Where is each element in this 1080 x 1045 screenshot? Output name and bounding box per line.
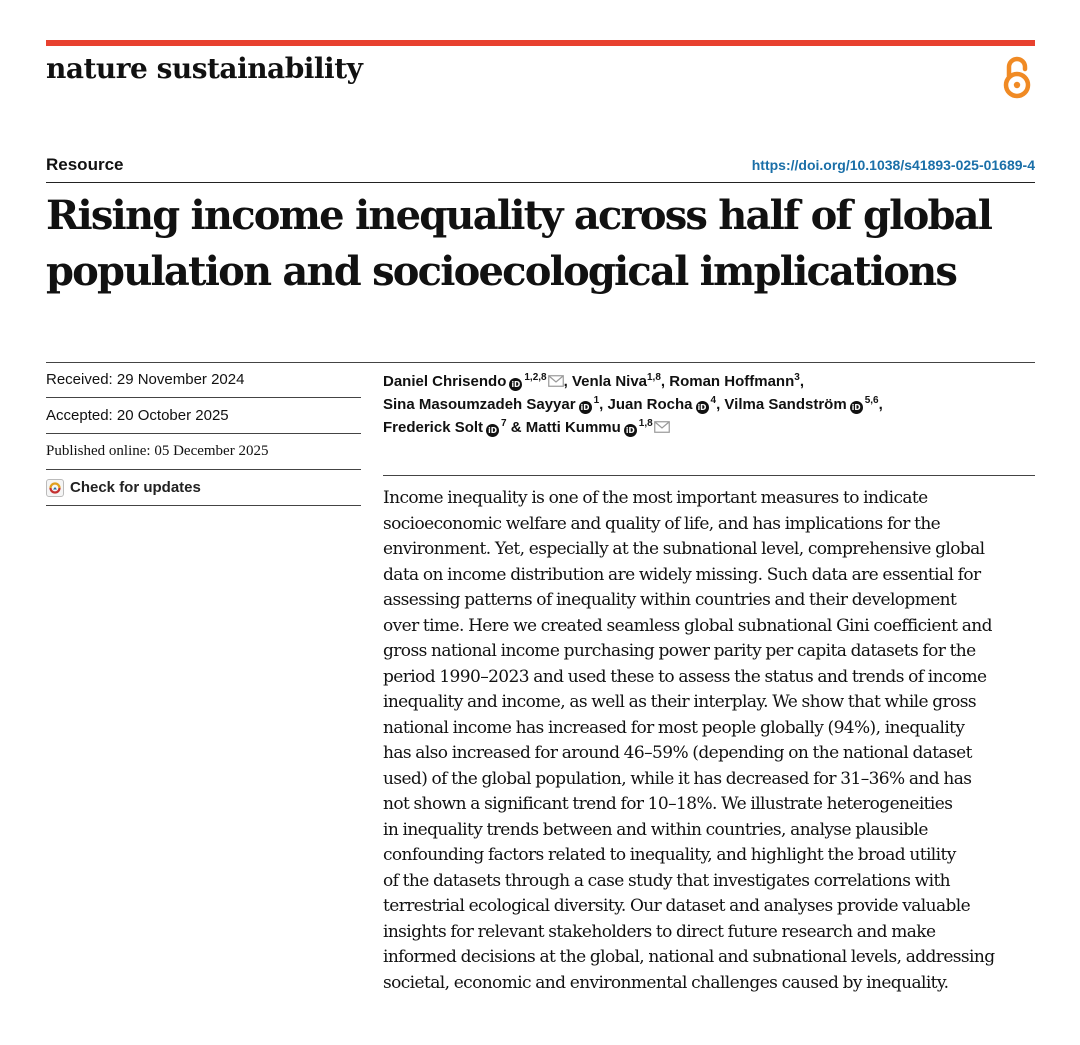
abstract-line: over time. Here we created seamless global subnational Gini coefficient and [383, 615, 992, 636]
abstract [383, 486, 1048, 996]
author-affiliation: 1 [593, 395, 600, 406]
journal-accent-bar [46, 40, 1035, 46]
doi-link[interactable]: https://doi.org/10.1038/s41893-025-01689-4 [751, 157, 1035, 173]
abstract-line: national income has increased for most people globally (94%), inequality [383, 717, 965, 738]
check-updates-label: Check for updates [70, 479, 201, 496]
abstract-line: inequality and income, as well as their interplay. We show that while gross [383, 692, 976, 712]
abstract-line: gross national income purchasing power parity per capita datasets for the [383, 641, 976, 661]
abstract-line: data on income distribution are widely missing. Such data are essential for [383, 564, 981, 585]
orcid-icon[interactable]: iD [579, 401, 592, 414]
title-line: Rising income inequality across half of global [46, 192, 992, 239]
abstract-line: Income inequality is one of the most important measures to indicate [383, 488, 928, 508]
author-item [724, 396, 882, 413]
abstract-line: period 1990–2023 and used these to assess the status and trends of income [383, 666, 987, 687]
author-separator: & [506, 419, 526, 436]
author-affiliation: 1,8 [647, 372, 661, 383]
article-type-label: Resource [46, 155, 124, 174]
open-access-icon [1000, 54, 1034, 100]
abstract-line: insights for relevant stakeholders to direct future research and make [383, 921, 936, 942]
author-separator: , [799, 373, 804, 390]
author-name[interactable]: Matti Kummu [525, 419, 621, 436]
abstract-line: informed decisions at the global, national and subnational levels, addressing [383, 947, 995, 967]
orcid-icon[interactable]: iD [850, 401, 863, 414]
author-item [572, 373, 669, 390]
title-line: population and socioecological implications [46, 248, 957, 295]
author-item [607, 396, 724, 413]
orcid-icon[interactable]: iD [624, 424, 637, 437]
author-separator: , [599, 396, 608, 413]
orcid-icon[interactable]: iD [486, 424, 499, 437]
author-affiliation: 1,2,8 [524, 372, 547, 383]
received-date: Received: 29 November 2024 [46, 362, 361, 398]
abstract-line: confounding factors related to inequality, and highlight the broad utility [383, 845, 956, 865]
orcid-icon[interactable]: iD [509, 378, 522, 391]
check-updates-button[interactable] [46, 470, 361, 506]
abstract-line: in inequality trends between and within countries, analyse plausible [383, 819, 928, 840]
article-dates [46, 362, 361, 506]
abstract-line: terrestrial ecological diversity. Our dataset and analyses provide valuable [383, 896, 971, 916]
email-icon[interactable] [654, 421, 670, 433]
orcid-icon[interactable]: iD [696, 401, 709, 414]
check-updates-icon [46, 479, 64, 497]
article-title [46, 188, 1046, 300]
author-affiliation: 7 [501, 418, 507, 429]
author-item [526, 419, 670, 436]
author-item [669, 373, 804, 390]
email-icon[interactable] [548, 375, 564, 387]
author-separator: , [878, 396, 883, 413]
author-affiliation: 5,6 [864, 395, 879, 406]
author-separator: , [563, 373, 572, 390]
abstract-divider [383, 475, 1035, 476]
published-date: Published online: 05 December 2025 [46, 434, 361, 470]
author-name[interactable]: Daniel Chrisendo [383, 373, 507, 390]
author-name[interactable]: Sina Masoumzadeh Sayyar [383, 396, 576, 413]
abstract-line: societal, economic and environmental challenges caused by inequality. [383, 972, 949, 993]
abstract-line: environment. Yet, especially at the subnational level, comprehensive global [383, 539, 985, 559]
author-name[interactable]: Juan Rocha [607, 396, 693, 413]
accepted-date: Accepted: 20 October 2025 [46, 398, 361, 434]
author-separator: , [660, 373, 670, 390]
author-item [383, 396, 607, 413]
header-divider [46, 182, 1035, 183]
abstract-line: of the datasets through a case study that investigates correlations with [383, 870, 951, 891]
abstract-line: socioeconomic welfare and quality of life, and has implications for the [383, 513, 941, 534]
author-separator: , [716, 396, 725, 413]
author-list [383, 370, 1043, 439]
author-item [383, 419, 526, 436]
author-affiliation: 4 [710, 395, 717, 406]
abstract-line: assessing patterns of inequality within countries and their development [383, 590, 957, 610]
author-name[interactable]: Frederick Solt [383, 419, 484, 436]
journal-name[interactable]: nature sustainability [46, 52, 363, 85]
author-item [383, 373, 572, 390]
author-name[interactable]: Roman Hoffmann [669, 373, 795, 390]
abstract-line: used) of the global population, while it has decreased for 31–36% and has [383, 768, 972, 789]
author-affiliation: 3 [794, 372, 800, 383]
author-name[interactable]: Venla Niva [571, 373, 647, 390]
author-name[interactable]: Vilma Sandström [724, 396, 847, 413]
author-affiliation: 1,8 [638, 418, 653, 429]
abstract-line: has also increased for around 46–59% (depending on the national dataset [383, 743, 972, 763]
abstract-line: not shown a significant trend for 10–18%. We illustrate heterogeneities [383, 794, 953, 814]
